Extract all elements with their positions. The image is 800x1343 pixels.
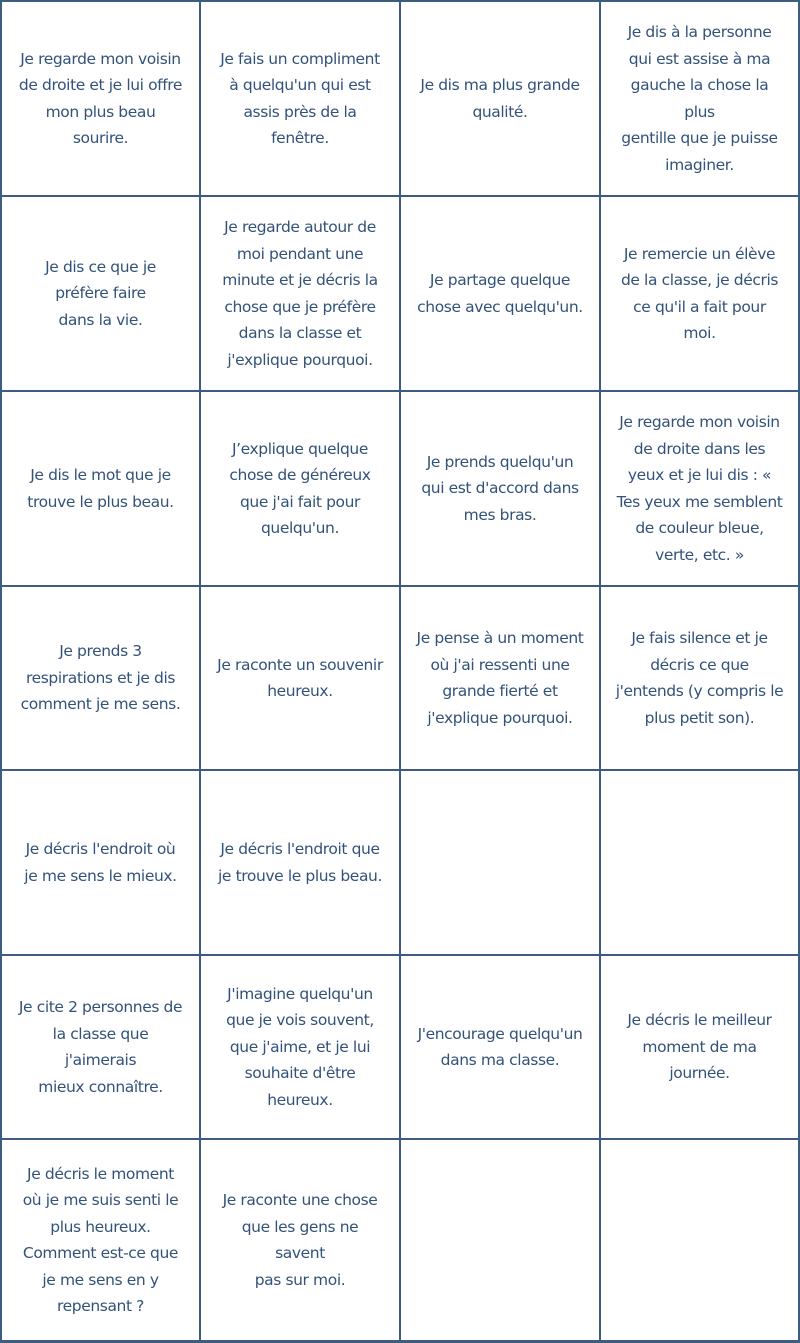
activity-card — [0, 955, 200, 1139]
activity-card-text: Je prends quelqu'un qui est d'accord dans mes bras. — [421, 452, 579, 524]
activity-card — [200, 586, 400, 770]
activity-card — [400, 586, 600, 770]
activity-card — [400, 0, 600, 196]
activity-card — [600, 955, 800, 1139]
activity-card — [0, 770, 200, 955]
activity-card — [600, 586, 800, 770]
activity-card — [600, 196, 800, 391]
activity-card-text: Je décris le moment où je me suis senti le plus heureux. Comment est-ce que je me sens en y repensant ? — [22, 1164, 179, 1315]
activity-card — [200, 196, 400, 391]
activity-card-text: Je pense à un moment où j'ai ressenti une grande fierté et j'explique pourquoi. — [416, 629, 584, 727]
activity-card — [600, 0, 800, 196]
activity-card — [400, 391, 600, 586]
activity-card — [200, 391, 400, 586]
activity-card-text: Je décris le meilleur moment de ma journée. — [627, 1011, 772, 1083]
activity-card-text: Je dis ce que je préfère faire dans la vie. — [45, 257, 156, 329]
activity-card — [400, 196, 600, 391]
empty-card — [400, 770, 600, 955]
activity-card-text: Je fais un compliment à quelqu'un qui est assis près de la fenêtre. — [220, 49, 380, 147]
activity-card — [400, 955, 600, 1139]
activity-card — [0, 586, 200, 770]
activity-card — [200, 955, 400, 1139]
activity-card-text: Je regarde mon voisin de droite et je lui offre mon plus beau sourire. — [18, 49, 183, 147]
activity-card-text: J'encourage quelqu'un dans ma classe. — [417, 1024, 583, 1069]
activity-card — [0, 196, 200, 391]
activity-card — [200, 1139, 400, 1343]
activity-card-text: Je dis le mot que je trouve le plus beau. — [27, 466, 174, 511]
activity-card — [0, 1139, 200, 1343]
activity-card-text: Je dis à la personne qui est assise à ma gauche la chose la plus gentille que je puisse imaginer. — [621, 23, 778, 174]
activity-card — [600, 391, 800, 586]
activity-card-text: Je cite 2 personnes de la classe que j'aimerais mieux connaître. — [18, 998, 183, 1096]
activity-card-text: Je dis ma plus grande qualité. — [420, 76, 580, 121]
activity-card — [0, 391, 200, 586]
activity-card-text: J'imagine quelqu'un que je vois souvent, que j'aime, et je lui souhaite d'être heureux. — [226, 984, 374, 1109]
activity-card-text: Je regarde autour de moi pendant une minute et je décris la chose que je préfère dans la classe et j'explique pourquoi. — [222, 218, 378, 369]
activity-card-text: Je décris l'endroit que je trouve le plus beau. — [218, 840, 382, 885]
activity-card-text: Je remercie un élève de la classe, je décris ce qu'il a fait pour moi. — [620, 244, 779, 342]
empty-card — [600, 770, 800, 955]
activity-card — [0, 0, 200, 196]
empty-card — [600, 1139, 800, 1343]
activity-card-text: Je raconte une chose que les gens ne savent pas sur moi. — [222, 1191, 378, 1289]
activity-card-text: Je décris l'endroit où je me sens le mieux. — [24, 840, 177, 885]
activity-card-text: Je regarde mon voisin de droite dans les yeux et je lui dis : « Tes yeux me semblent de couleur bleue, verte, etc. » — [616, 413, 783, 564]
activity-card-text: J’explique quelque chose de généreux que j'ai fait pour quelqu'un. — [229, 439, 371, 537]
activity-card-text: Je prends 3 respirations et je dis comment je me sens. — [20, 642, 181, 714]
activity-card — [200, 0, 400, 196]
activity-card-text: Je raconte un souvenir heureux. — [217, 655, 383, 700]
activity-card — [200, 770, 400, 955]
activity-card-text: Je fais silence et je décris ce que j'entends (y compris le plus petit son). — [615, 629, 784, 727]
activity-card-text: Je partage quelque chose avec quelqu'un. — [417, 271, 583, 316]
empty-card — [400, 1139, 600, 1343]
